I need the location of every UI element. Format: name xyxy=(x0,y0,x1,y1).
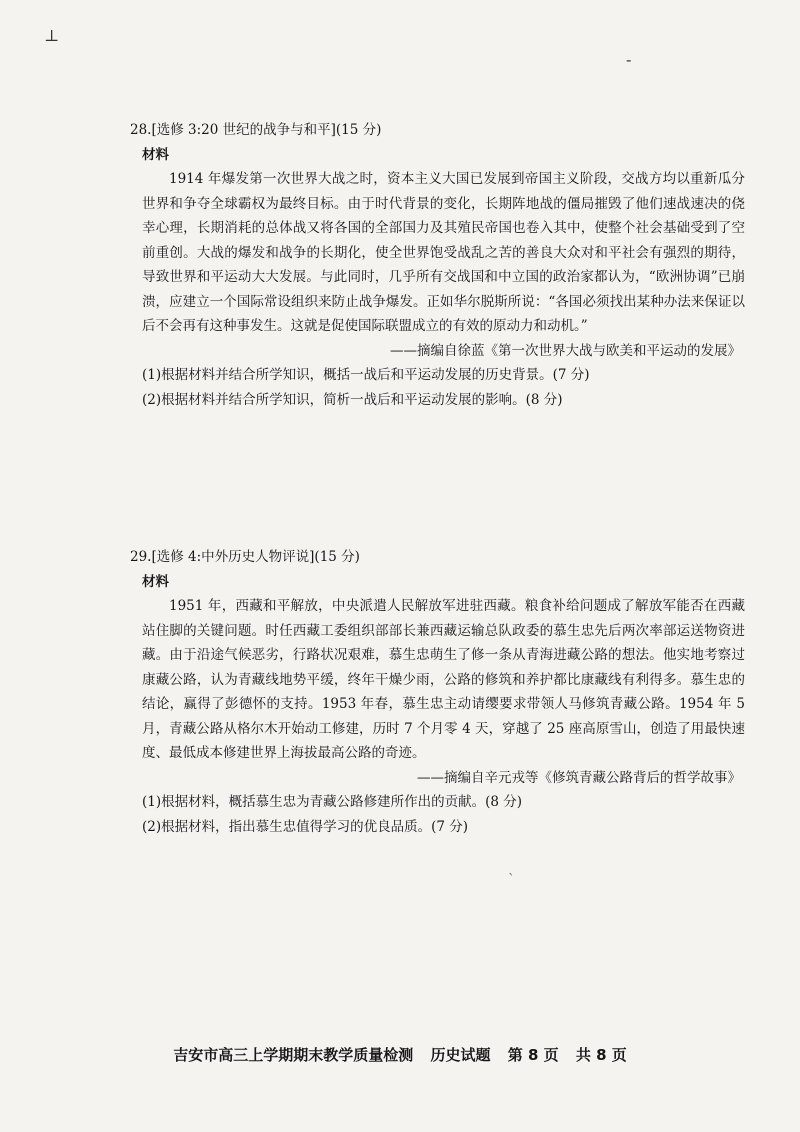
scan-speck: ˋ xyxy=(508,872,515,888)
footer-total-pages: 共 8 页 xyxy=(575,1046,627,1064)
corner-mark-top-left: ⊥ xyxy=(44,26,60,45)
page-footer xyxy=(0,1044,800,1065)
footer-exam-title: 吉安市高三上学期期末教学质量检测 xyxy=(173,1046,414,1064)
question-heading: 28.[选修 3:20 世纪的战争与和平](15 分) xyxy=(130,122,382,138)
sub-question-2: (2)根据材料，指出慕生忠值得学习的优良品质。(7 分) xyxy=(142,818,469,835)
sub-question-2: (2)根据材料并结合所学知识，简析一战后和平运动发展的影响。(8 分) xyxy=(142,391,563,408)
footer-page-number: 第 8 页 xyxy=(507,1046,559,1064)
question-28 xyxy=(130,118,745,412)
question-heading: 29.[选修 4:中外历史人物评说](15 分) xyxy=(130,549,360,565)
material-label: 材料 xyxy=(142,146,169,163)
material-paragraph: 1951 年，西藏和平解放，中央派遣人民解放军进驻西藏。粮食补给问题成了解放军能否在西藏站住脚的关键问题。时任西藏工委组织部部长兼西藏运输总队政委的慕生忠先后两次率部运送物资进藏。由于沿途气候恶劣，行路状况艰难，慕生忠萌生了修一条从青海进藏公路的想法。他实地考察过康藏公路，认为青藏线地势平缓，终年干燥少雨，公路的修筑和养护都比康藏线有利得多。慕生忠的结论，赢得了彭德怀的支持。1953 年春，慕生忠主动请缨要求带领人马修筑青藏公路。1954 年 5 月，青藏公路从格尔木开始动工修建，历时 7 个月零 4 天，穿越了 25 座高原雪山，创造了用最快速度、最低成本修建世界上海拔最高公路的奇迹。 xyxy=(142,598,745,761)
corner-mark-top-right: - xyxy=(626,50,632,69)
material-label: 材料 xyxy=(142,573,169,590)
material-source: ——摘编自徐蓝《第一次世界大战与欧美和平运动的发展》 xyxy=(390,342,741,359)
question-29 xyxy=(130,545,745,839)
footer-subject: 历史试题 xyxy=(430,1046,491,1064)
material-source: ——摘编自辛元戎等《修筑青藏公路背后的哲学故事》 xyxy=(417,769,741,786)
material-paragraph: 1914 年爆发第一次世界大战之时，资本主义大国已发展到帝国主义阶段，交战方均以重新瓜分世界和争夺全球霸权为最终目标。由于时代背景的变化，长期阵地战的僵局摧毁了他们速战速决的侥幸心理，长期消耗的总体战又将各国的全部国力及其殖民帝国也卷入其中，使整个社会基础受到了空前重创。大战的爆发和战争的长期化，使全世界饱受战乱之苦的善良大众对和平社会有强烈的期待，导致世界和平运动大大发展。与此同时，几乎所有交战国和中立国的政治家都认为，“欧洲协调”已崩溃，应建立一个国际常设组织来防止战争爆发。正如华尔脱斯所说：“各国必须找出某种办法来保证以后不会再有这种事发生。这就是促使国际联盟成立的有效的原动力和动机。” xyxy=(142,171,745,334)
sub-question-1: (1)根据材料，概括慕生忠为青藏公路修建所作出的贡献。(8 分) xyxy=(142,794,523,810)
sub-question-1: (1)根据材料并结合所学知识，概括一战后和平运动发展的历史背景。(7 分) xyxy=(142,367,590,383)
